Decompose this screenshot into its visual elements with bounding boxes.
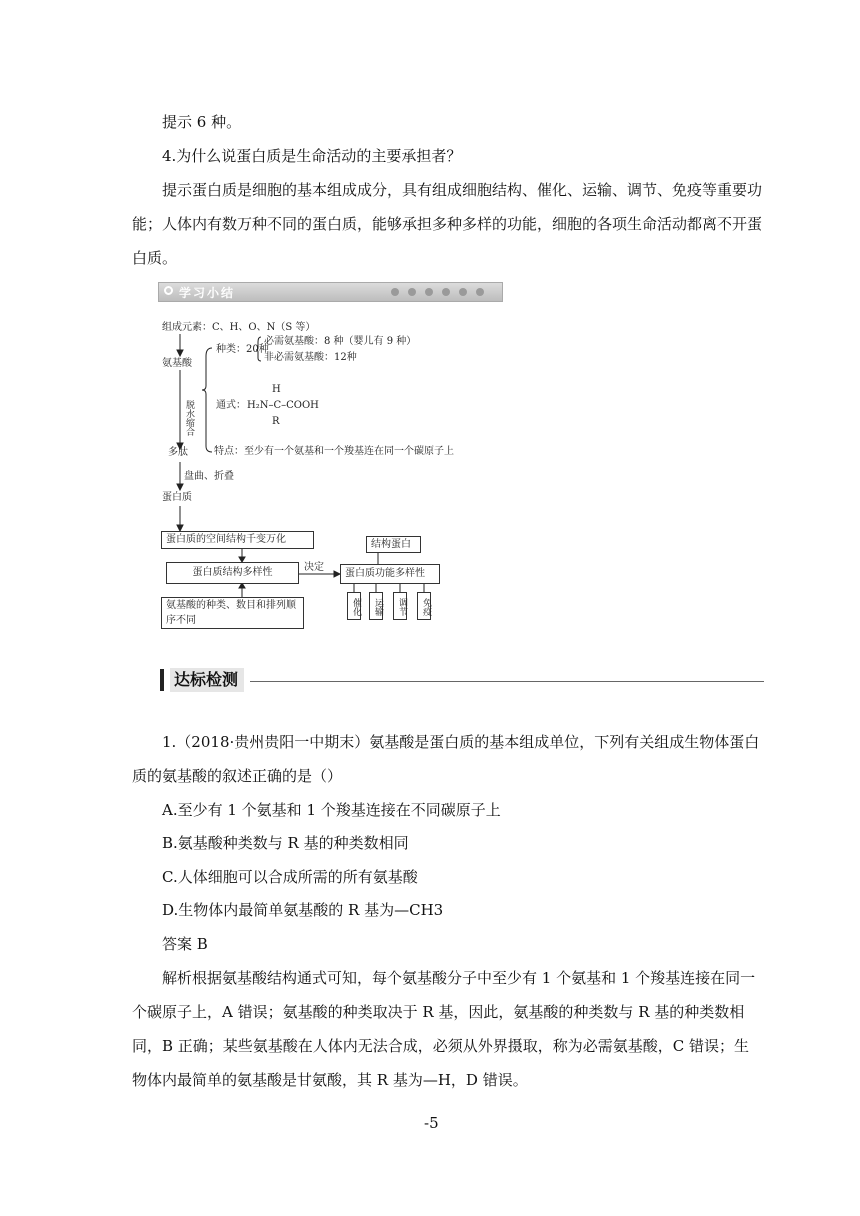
formula-r: R xyxy=(272,416,280,427)
page-number: -5 xyxy=(424,1114,439,1132)
box-amino-acid-order: 氨基酸的种类、数目和排列顺序不同 xyxy=(161,597,304,629)
hint-six-kinds: 提示 6 种。 xyxy=(162,113,242,131)
protein-label: 蛋白质 xyxy=(162,492,192,503)
question-4: 4.为什么说蛋白质是生命活动的主要承担者？ xyxy=(162,147,462,165)
box-function-diversity: 蛋白质功能多样性 xyxy=(340,564,440,584)
fold-label: 盘曲、折叠 xyxy=(184,471,234,482)
section-marker xyxy=(160,669,164,691)
function-catalysis: 催化 xyxy=(347,592,361,620)
option-d: D.生物体内最简单氨基酸的 R 基为—CH3 xyxy=(162,901,444,919)
section-title: 达标检测 xyxy=(170,668,244,692)
nonessential-aa: 非必需氨基酸：12种 xyxy=(264,352,357,363)
elements-text: 组成元素：C、H、O、N（S 等） xyxy=(162,322,316,333)
box-structure-diversity: 蛋白质结构多样性 xyxy=(166,562,299,584)
section-rule xyxy=(250,681,764,682)
formula-main: H₂N–C–COOH xyxy=(247,400,319,411)
decides-label: 决定 xyxy=(304,562,324,573)
box-spatial-structure: 蛋白质的空间结构千变万化 xyxy=(161,531,314,549)
box-structural-protein: 结构蛋白 xyxy=(366,536,421,553)
peptide-label: 多肽 xyxy=(168,447,188,458)
condensation-label: 脱水缩合 xyxy=(184,400,194,436)
function-immunity: 免疫 xyxy=(417,592,431,620)
formula-label: 通式： xyxy=(216,400,246,411)
summary-diagram xyxy=(158,282,503,632)
hint-protein-function: 提示蛋白质是细胞的基本组成成分，具有组成细胞结构、催化、运输、调节、免疫等重要功能；人体内有数万种不同的蛋白质，能够承担多种多样的功能，细胞的各项生命活动都离不开蛋白质。 xyxy=(132,181,763,267)
explanation: 解析根据氨基酸结构通式可知，每个氨基酸分子中至少有 1 个氨基和 1 个羧基连接在同一个碳原子上，A 错误；氨基酸的种类取决于 R 基，因此，氨基酸的种类数与 R 基的种类数相同，B 正确；某些氨基酸在人体内无法合成，必须从外界摄取，称为必需氨基酸，C 错误；生物体内最简单的氨基酸是甘氨酸，其 R 基为—H，D 错误。 xyxy=(132,969,756,1089)
function-regulation: 调节 xyxy=(393,592,407,620)
option-b: B.氨基酸种类数与 R 基的种类数相同 xyxy=(162,834,409,852)
summary-banner-title: 学习小结 xyxy=(179,286,236,300)
feature-text: 特点：至少有一个氨基和一个羧基连在同一个碳原子上 xyxy=(214,446,454,457)
function-transport: 运输 xyxy=(369,592,383,620)
kinds-label: 种类：20种 xyxy=(216,344,269,355)
option-a: A.至少有 1 个氨基和 1 个羧基连接在不同碳原子上 xyxy=(162,801,501,819)
amino-acid-label: 氨基酸 xyxy=(162,358,192,369)
answer: 答案 B xyxy=(162,935,208,953)
question-1-stem: 1.（2018·贵州贵阳一中期末）氨基酸是蛋白质的基本组成单位，下列有关组成生物体蛋白质的氨基酸的叙述正确的是（） xyxy=(132,733,760,785)
essential-aa: 必需氨基酸：8 种（婴儿有 9 种） xyxy=(264,336,417,347)
formula-h: H xyxy=(272,384,281,395)
option-c: C.人体细胞可以合成所需的所有氨基酸 xyxy=(162,868,418,886)
